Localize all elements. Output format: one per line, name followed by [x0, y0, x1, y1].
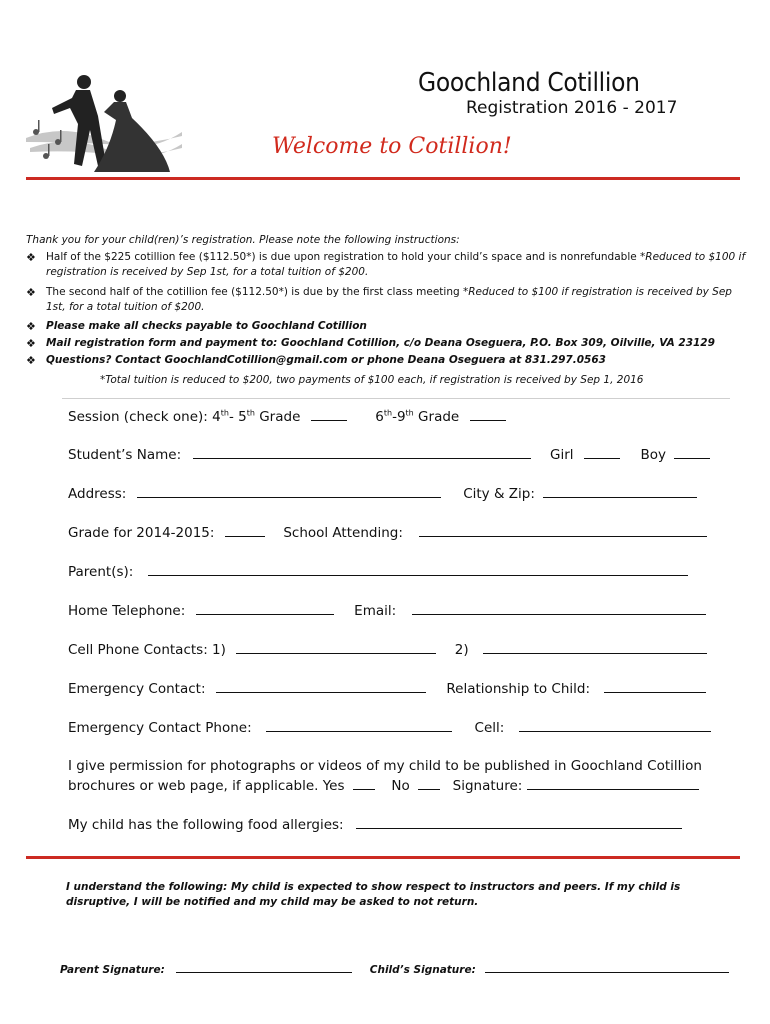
- cell-contact-2-field[interactable]: [483, 641, 707, 654]
- allergies-field[interactable]: [356, 816, 682, 829]
- address-field[interactable]: [137, 485, 441, 498]
- permission-signature-field[interactable]: [527, 777, 699, 790]
- address-row: Address: City & Zip:: [68, 485, 697, 502]
- child-signature-field[interactable]: [485, 962, 729, 973]
- relationship-field[interactable]: [604, 680, 706, 693]
- permission-no-checkbox[interactable]: [418, 777, 440, 790]
- emergency-phone-row: Emergency Contact Phone: Cell:: [68, 719, 711, 736]
- instruction-item: ❖ Please make all checks payable to Goochland Cotillion: [26, 320, 367, 333]
- school-field[interactable]: [419, 524, 707, 537]
- instruction-item: ❖ Mail registration form and payment to: Goochland Cotillion, c/o Deana Oseguera, P.O. Box 309, Oilville, VA 23129: [26, 337, 715, 350]
- permission-line-2: brochures or web page, if applicable. Yes No Signature:: [68, 777, 699, 794]
- top-divider: [26, 177, 740, 180]
- diamond-bullet-icon: ❖: [26, 251, 36, 264]
- instruction-item: ❖ The second half of the cotillion fee ($112.50*) is due by the first class meeting *Reduced to $100 if registration is received by Sep 1st, for a total tuition of $200.: [26, 286, 732, 313]
- diamond-bullet-icon: ❖: [26, 320, 36, 333]
- welcome-heading: Welcome to Cotillion!: [272, 134, 512, 159]
- diamond-bullet-icon: ❖: [26, 337, 36, 350]
- emergency-contact-field[interactable]: [216, 680, 426, 693]
- session-4-5-checkbox[interactable]: [311, 408, 347, 421]
- cell-contact-1-field[interactable]: [236, 641, 436, 654]
- city-zip-field[interactable]: [543, 485, 697, 498]
- instructions-intro: Thank you for your child(ren)’s registration. Please note the following instructions:: [26, 234, 460, 246]
- student-row: Student’s Name: Girl Boy: [68, 446, 710, 463]
- grade-field[interactable]: [225, 524, 265, 537]
- girl-checkbox[interactable]: [584, 446, 620, 459]
- cell-field[interactable]: [519, 719, 711, 732]
- session-6-9-checkbox[interactable]: [470, 408, 506, 421]
- instruction-item: ❖ Half of the $225 cotillion fee ($112.50*) is due upon registration to hold your child’s space and is nonrefundable *Reduced to $100 if registration is received by Sep 1st, for a total tuition of $200.: [26, 251, 746, 278]
- cell-contacts-row: Cell Phone Contacts: 1) 2): [68, 641, 707, 658]
- diamond-bullet-icon: ❖: [26, 354, 36, 367]
- student-name-field[interactable]: [193, 446, 531, 459]
- section-divider: [62, 398, 730, 399]
- allergies-row: My child has the following food allergies:: [68, 816, 682, 833]
- phone-row: Home Telephone: Email:: [68, 602, 706, 619]
- diamond-bullet-icon: ❖: [26, 286, 36, 299]
- parents-field[interactable]: [148, 563, 688, 576]
- permission-yes-checkbox[interactable]: [353, 777, 375, 790]
- emergency-row: Emergency Contact: Relationship to Child:: [68, 680, 706, 697]
- page-subtitle: Registration 2016 - 2017: [466, 98, 678, 118]
- email-field[interactable]: [412, 602, 706, 615]
- grade-row: Grade for 2014-2015: School Attending:: [68, 524, 707, 541]
- page-title: Goochland Cotillion: [418, 68, 640, 98]
- tuition-note: *Total tuition is reduced to $200, two payments of $100 each, if registration is received by Sep 1, 2016: [100, 374, 644, 386]
- parents-row: Parent(s):: [68, 563, 688, 580]
- dancers-logo: [24, 68, 184, 180]
- bottom-divider: [26, 856, 740, 859]
- boy-checkbox[interactable]: [674, 446, 710, 459]
- home-telephone-field[interactable]: [196, 602, 334, 615]
- parent-signature-field[interactable]: [176, 962, 352, 973]
- emergency-phone-field[interactable]: [266, 719, 452, 732]
- understanding-statement: I understand the following: My child is expected to show respect to instructors and peers. If my child is disruptive, I will be notified and my child may be asked to not return.: [66, 881, 681, 908]
- permission-line-1: I give permission for photographs or videos of my child to be published in Goochland Cotillion: [68, 758, 702, 774]
- session-row: Session (check one): 4th- 5th Grade 6th-9th Grade: [68, 408, 506, 425]
- instruction-item: ❖ Questions? Contact GoochlandCotillion@gmail.com or phone Deana Oseguera at 831.297.0563: [26, 354, 606, 367]
- signature-row: Parent Signature: Child’s Signature:: [60, 962, 729, 976]
